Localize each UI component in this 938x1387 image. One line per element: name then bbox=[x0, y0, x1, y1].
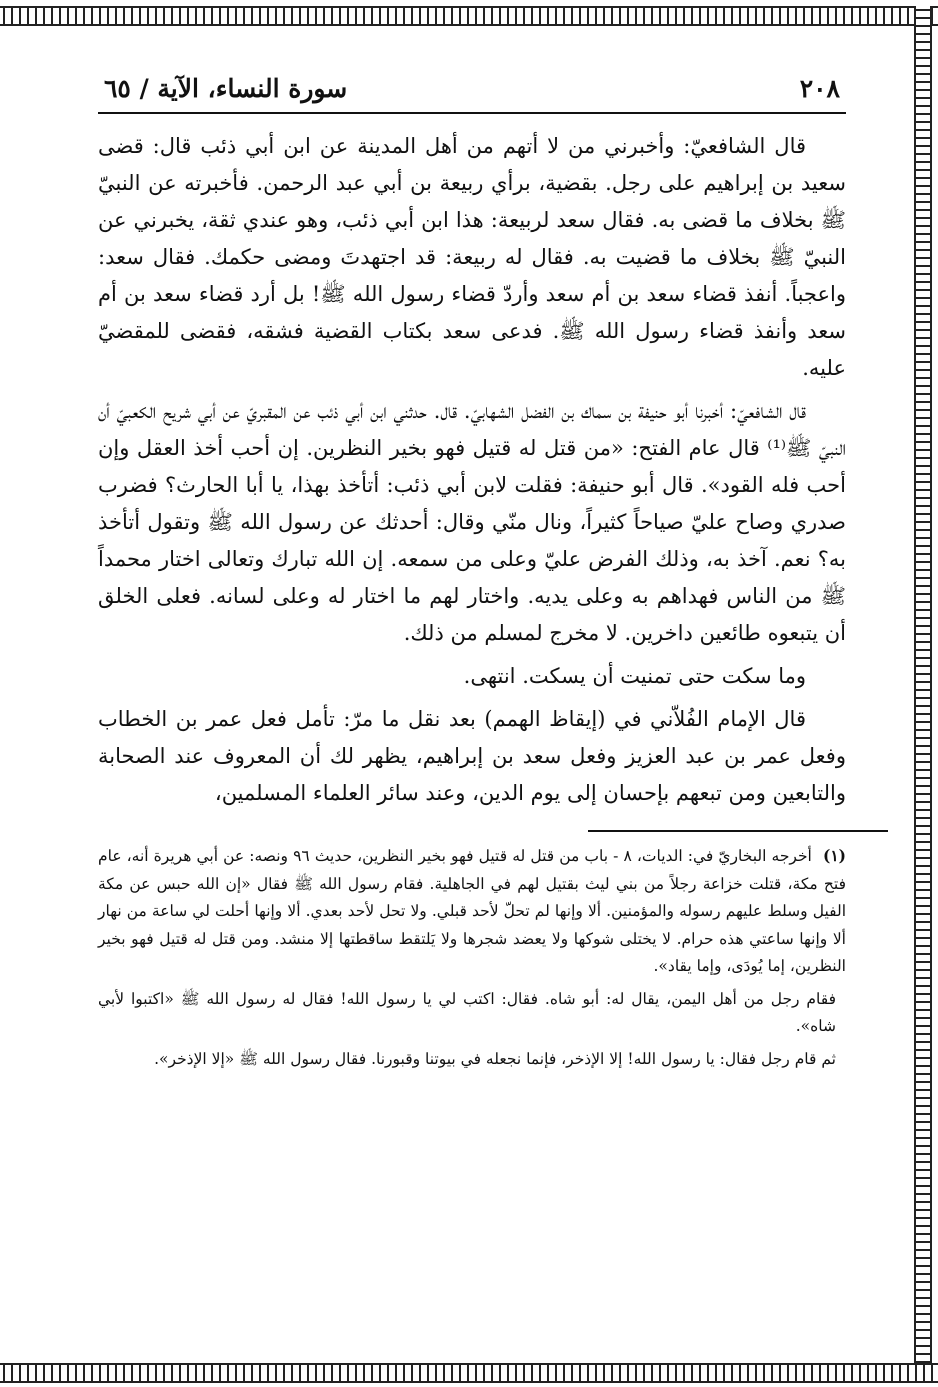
footnote-separator bbox=[588, 830, 888, 832]
footnote-main bbox=[98, 842, 846, 981]
decorative-border-top bbox=[0, 6, 938, 26]
running-header bbox=[98, 72, 846, 114]
paragraph: قال الإمام الفُلاّني في (إيقاظ الهمم) بعد نقل ما مرّ: تأمل فعل عمر بن الخطاب وفعل عمر بن عبد العزيز وفعل سعد بن إبراهيم، يظهر لك أن المعروف عند الصحابة والتابعين ومن تبعهم بإحسان إلى يوم الدين، وعند سائر العلماء المسلمين، bbox=[98, 707, 846, 805]
decorative-border-bottom bbox=[0, 1363, 938, 1383]
footnotes bbox=[98, 842, 846, 1073]
footnote-text: أخرجه البخاريّ في: الديات، ٨ - باب من قتل له قتيل فهو بخير النظرين، حديث ٩٦ ونصه: عن أبي هريرة أنه، عام فتح مكة، قتلت خزاعة رجلاً من بني ليث بقتيل لهم في الجاهلية. فقام رسول الله ﷺ فقال «إن الله حبس عن مكة الفيل وسلط عليهم رسوله والمؤمنين. ألا وإنها لم تحلّ لأحد قبلي. ولا تحل لأحد بعدي. ألا وإنها أحلت لي ساعة من نهار ألا وإنها ساعتي هذه حرام. لا يختلى شوكها ولا يعضد شجرها ولا يَلتقط ساقطتها إلا منشد. ومن قتل له قتيل فهو بخير النظرين، إما يُودَى، وإما يقاد». bbox=[98, 847, 846, 975]
main-text bbox=[98, 128, 846, 812]
footnote-continuation: ثم قام رجل فقال: يا رسول الله! إلا الإذخر، فإنما نجعله في بيوتنا وقبورنا. فقال رسول الله ﷺ «إلا الإذخر». bbox=[154, 1049, 836, 1068]
paragraph: وما سكت حتى تمنيت أن يسكت. انتهى. bbox=[463, 664, 806, 688]
footnote-marker: (١) bbox=[822, 846, 846, 865]
chapter-title: سورة النساء، الآية / ٦٥ bbox=[104, 74, 348, 103]
footnote-continuation: فقام رجل من أهل اليمن، يقال له: أبو شاه. فقال: اكتب لي يا رسول الله! فقال له رسول الله ﷺ «اكتبوا لأبي شاه». bbox=[98, 989, 836, 1035]
page-content bbox=[98, 72, 846, 1078]
paragraph: قال الشافعيّ: أخبرنا أبو حنيفة بن سماك بن الفضل الشهابيّ. قال. حدثني ابن أبي ذئب عن المقبريّ عن أبي شريح الكعبيّ أن النبيّ ﷺ⁽¹⁾ قال عام الفتح: «من قتل له قتيل فهو بخير النظرين. إن أحب أخذ العقل وإن أحب فله القود». قال أبو حنيفة: فقلت لابن أبي ذئب: أتأخذ بهذا، يا أبا الحارث؟ فضرب صدري وصاح عليّ صياحاً كثيراً، ونال منّي وقال: أحدثك عن رسول الله ﷺ وتقول أتأخذ به؟ نعم. آخذ به، وذلك الفرض عليّ وعلى من سمعه. إن الله تبارك وتعالى اختار محمداً ﷺ من الناس فهداهم به وعلى يديه. واختار لهم ما اختار له وعلى لسانه. فعلى الخلق أن يتبعوه طائعين داخرين. لا مخرج لمسلم من ذلك. bbox=[98, 399, 846, 645]
decorative-border-right bbox=[914, 6, 932, 1383]
paragraph: قال الشافعيّ: وأخبرني من لا أتهم من أهل المدينة عن ابن أبي ذئب قال: قضى سعيد بن إبراهيم على رجل. بقضية، برأي ربيعة بن أبي عبد الرحمن. فأخبرته عن النبيّ ﷺ بخلاف ما قضى به. فقال سعد لربيعة: هذا ابن أبي ذئب، وهو عندي ثقة، يخبرني عن النبيّ ﷺ بخلاف ما قضيت به. فقال له ربيعة: قد اجتهدتَ ومضى حكمك. فقال سعد: واعجباً. أنفذ قضاء سعد بن أم سعد وأردّ قضاء رسول الله ﷺ! بل أرد قضاء سعد بن أم سعد وأنفذ قضاء رسول الله ﷺ. فدعى سعد بكتاب القضية فشقه، فقضى للمقضيّ عليه. bbox=[98, 134, 846, 380]
page-number: ٢٠٨ bbox=[799, 74, 840, 103]
